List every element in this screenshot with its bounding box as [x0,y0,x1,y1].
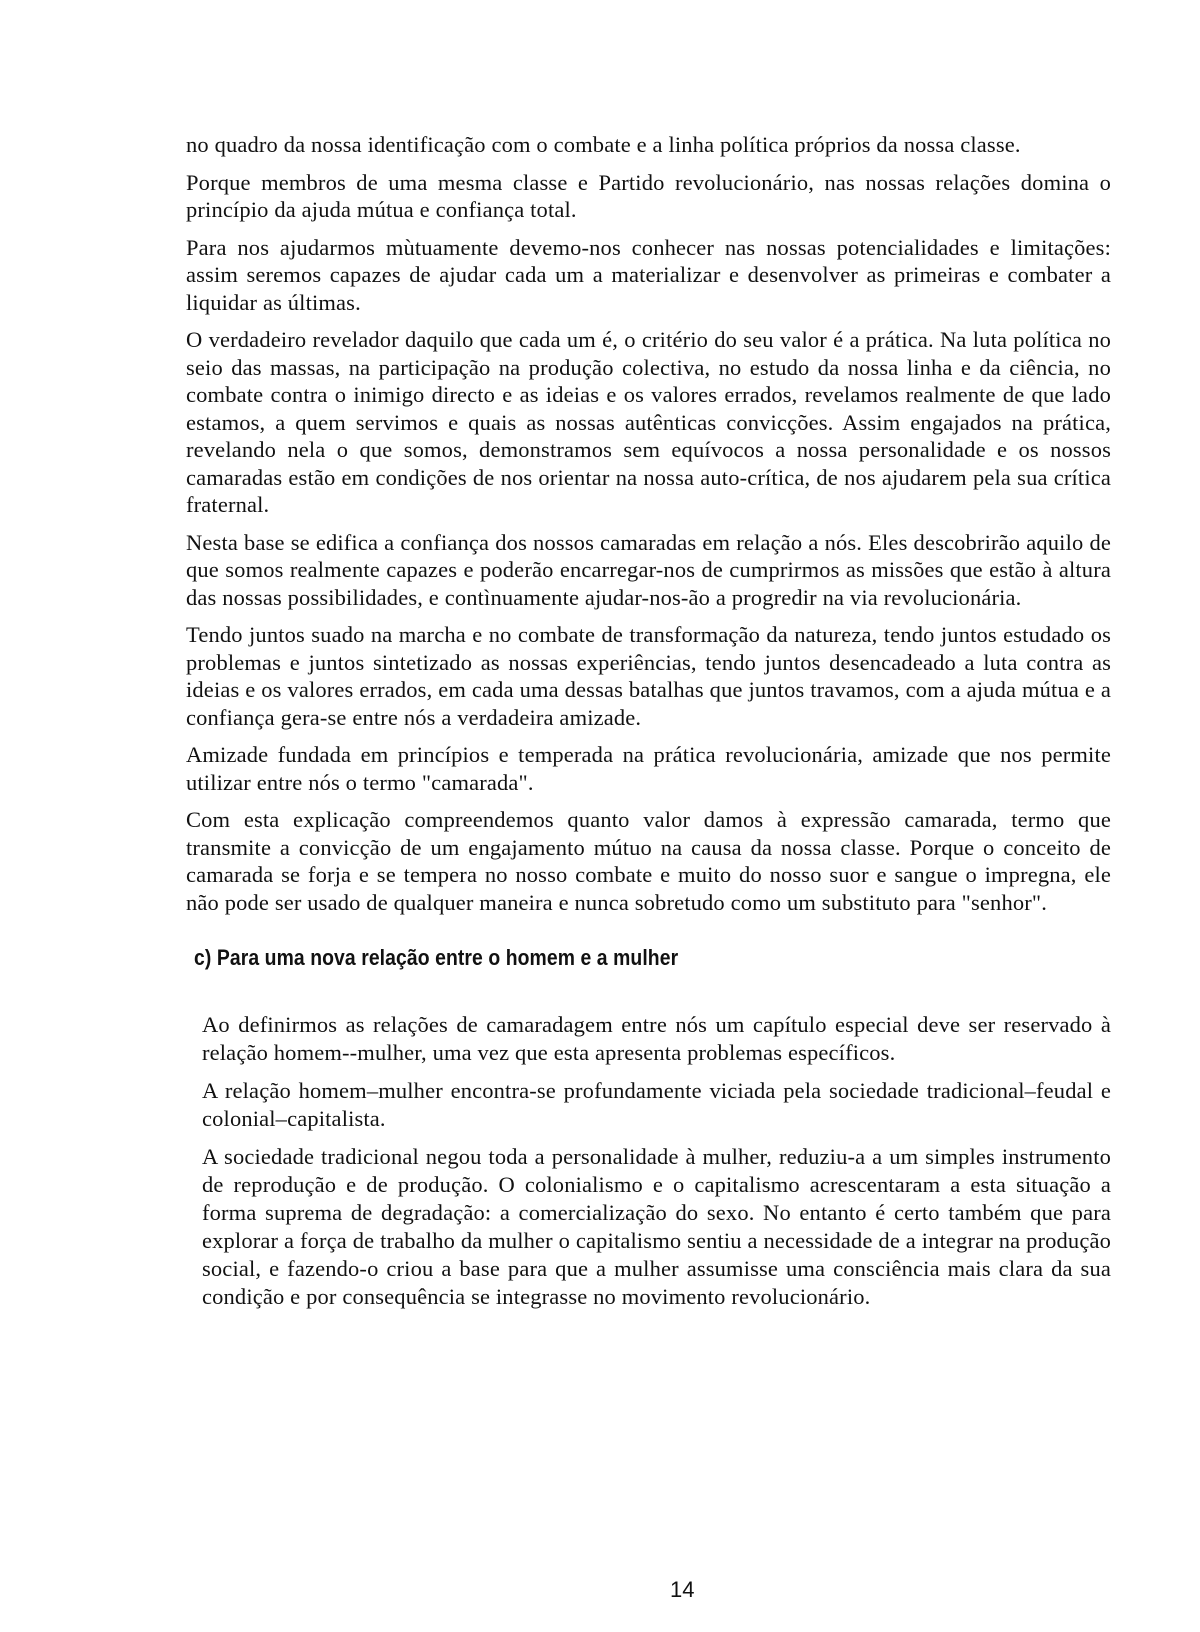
page-number: 14 [670,1577,695,1602]
section-heading: c) Para uma nova relação entre o homem e a mulher [194,945,679,970]
paragraph: Ao definirmos as relações de camaradagem entre nós um capítulo especial deve ser reservado à relação homem--mulher, uma vez que esta apresenta problemas específicos. [202,1012,1111,1065]
paragraph: Porque membros de uma mesma classe e Partido revolucionário, nas nossas relações domina o princípio da ajuda mútua e confiança total. [186,169,1111,222]
paragraph: Amizade fundada em princípios e temperada na prática revolucionária, amizade que nos permite utilizar entre nós o termo "camarada". [186,742,1111,795]
paragraph: Com esta explicação compreendemos quanto valor damos à expressão camarada, termo que transmite a convicção de um engajamento mútuo na causa da nossa classe. Porque o conceito de camarada se forja e se tempera no nosso combate e muito do nosso suor e sangue o impregna, ele não pode ser usado de qualquer maneira e nunca sobretudo como um substituto para "senhor". [186,807,1111,915]
section-camaradagem [186,131,1111,916]
paragraph: A relação homem–mulher encontra-se profundamente viciada pela sociedade tradicional–feudal e colonial–capitalista. [202,1078,1111,1131]
paragraph: no quadro da nossa identificação com o combate e a linha política próprios da nossa classe. [186,132,1021,157]
paragraph: Nesta base se edifica a confiança dos nossos camaradas em relação a nós. Eles descobrirão aquilo de que somos realmente capazes e poderão encarregar-nos de cumprirmos as missões que estão à altura das nossas possibilidades, e contìnuamente ajudar-nos-ão a progredir na via revolucionária. [186,529,1111,610]
paragraph: Tendo juntos suado na marcha e no combate de transformação da natureza, tendo juntos estudado os problemas e juntos sintetizado as nossas experiências, tendo juntos desencadeado a luta contra as ideias e os valores errados, em cada uma dessas batalhas que juntos travamos, com a ajuda mútua e a confiança gera-se entre nós a verdadeira amizade. [186,622,1111,730]
section-homem-mulher [186,1011,1111,1311]
paragraph: Para nos ajudarmos mùtuamente devemo-nos conhecer nas nossas potencialidades e limitações: assim seremos capazes de ajudar cada um a materializar e desenvolver as primeiras e combater a liquidar as últimas. [186,234,1111,315]
paragraph: O verdadeiro revelador daquilo que cada um é, o critério do seu valor é a prática. Na luta política no seio das massas, na participação na produção colectiva, no estudo da nossa linha e da ciência, no combate contra o inimigo directo e as ideias e os valores errados, revelamos realmente de que lado estamos, a quem servimos e quais as nossas autênticas convicções. Assim engajados na prática, revelando nela o que somos, demonstramos sem equívocos a nossa personalidade e os nossos camaradas estão em condições de nos orientar na nossa auto-crítica, de nos ajudarem pela sua crítica fraternal. [186,327,1111,517]
paragraph: A sociedade tradicional negou toda a personalidade à mulher, reduziu-a a um simples instrumento de reprodução e de produção. O colonialismo e o capitalismo acrescentaram a esta situação a forma suprema de degradação: a comercialização do sexo. No entanto é certo também que para explorar a força de trabalho da mulher o capitalismo sentiu a necessidade de a integrar na produção social, e fazendo-o criou a base para que a mulher assumisse uma consciência mais clara da sua condição e por consequência se integrasse no movimento revolucionário. [202,1144,1111,1309]
page-body [186,131,1111,1321]
